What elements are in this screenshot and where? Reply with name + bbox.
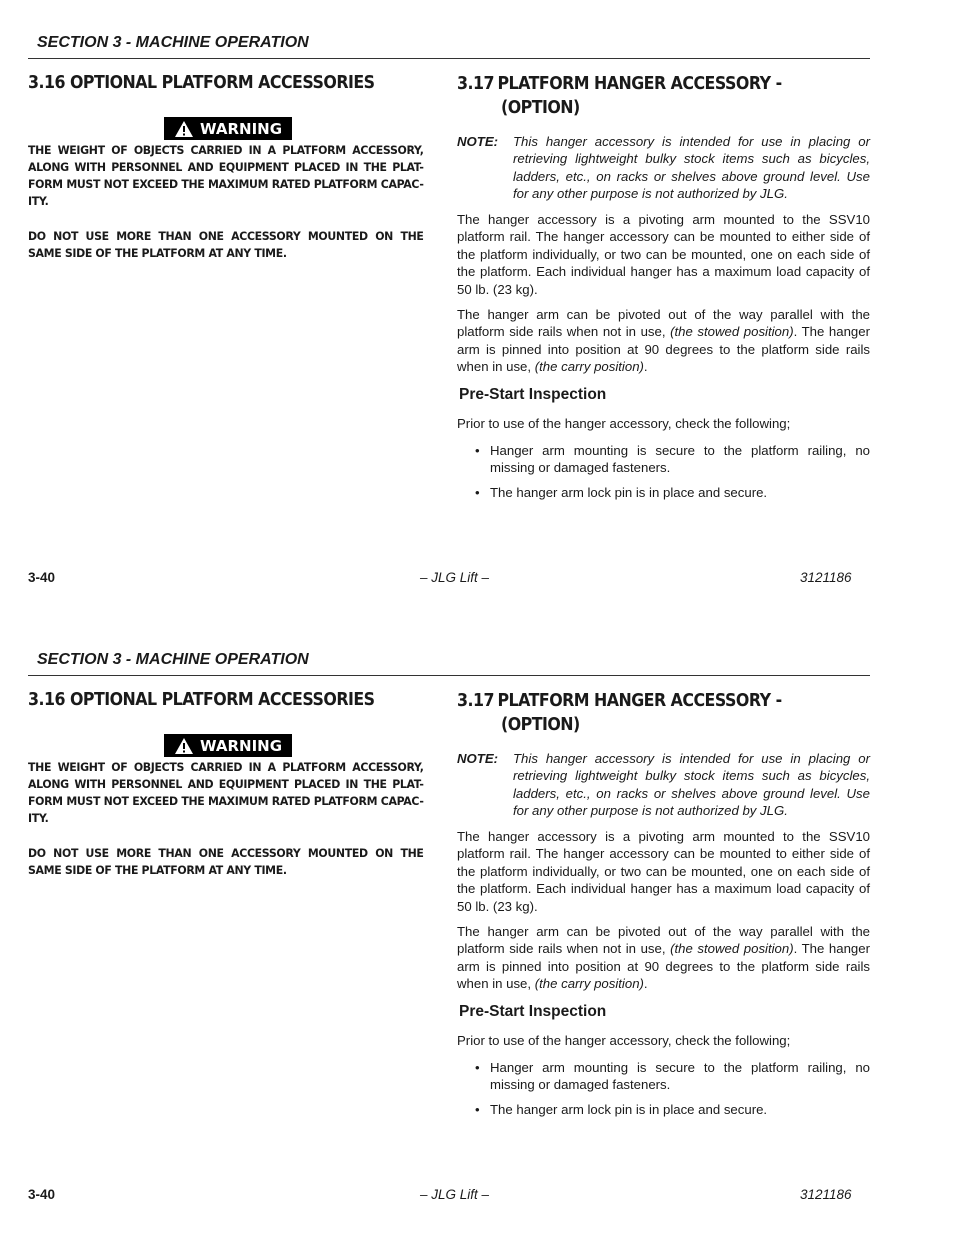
note-label: NOTE: <box>457 134 499 149</box>
subheading-pre-start-inspection: Pre-Start Inspection <box>459 1003 607 1020</box>
subheading-pre-start-inspection: Pre-Start Inspection <box>459 386 607 403</box>
note-text: This hanger accessory is intended for use in placing or retrieving lightweight bulky stock items such as bicycles, ladders, etc., on racks or shelves above ground level. Use for any other purpose is not authorized by JLG. <box>513 134 870 202</box>
warning-badge <box>164 117 292 140</box>
heading-line-1: PLATFORM HANGER ACCESSORY - <box>497 73 782 94</box>
warning-text-weight: THE WEIGHT OF OBJECTS CARRIED IN A PLATFORM ACCESSORY, ALONG WITH PERSONNEL AND EQUIPMENT PLACED IN THE PLAT-FORM MUST NOT EXCEED THE MAXIMUM RATED PLATFORM CAPAC-ITY. <box>28 760 424 825</box>
warning-label: WARNING <box>199 119 283 138</box>
bullet-item: • Hanger arm mounting is secure to the platform railing, no missing or damaged fasteners. <box>475 1060 870 1093</box>
bullet-dot: • <box>475 1102 480 1117</box>
manual-page-1 <box>0 0 954 617</box>
header-rule <box>28 675 870 676</box>
note-block <box>457 133 870 203</box>
heading-line-2: (OPTION) <box>501 97 580 118</box>
heading-number: 3.17 <box>457 690 494 711</box>
section-heading-3-17 <box>457 689 782 737</box>
paragraph-check-following: Prior to use of the hanger accessory, check the following; <box>457 416 791 431</box>
bullet-dot: • <box>475 443 480 458</box>
bullet-item: • The hanger arm lock pin is in place and secure. <box>475 1102 768 1117</box>
heading-line-2: (OPTION) <box>501 714 580 735</box>
warning-triangle-icon <box>174 737 194 755</box>
bullet-item: • The hanger arm lock pin is in place and secure. <box>475 485 768 500</box>
bullet-dot: • <box>475 485 480 500</box>
document-number: 3121186 <box>800 1187 852 1202</box>
paragraph-hanger-description: The hanger accessory is a pivoting arm mounted to the SSV10 platform rail. The hanger accessory can be mounted to either side of the platform individually, or two can be mounted, one on each side of the platform. Each individual hanger has a maximum load capacity of 50 lb. (23 kg). <box>457 829 870 914</box>
section-header: SECTION 3 - MACHINE OPERATION <box>37 34 309 51</box>
bullet-dot: • <box>475 1060 480 1075</box>
paragraph-hanger-positions: The hanger arm can be pivoted out of the way parallel with the platform side rails when not in use, (the stowed position). The hanger arm is pinned into position at 90 degrees to the platform side rails when in use, (the carry position). <box>457 924 870 992</box>
section-header: SECTION 3 - MACHINE OPERATION <box>37 651 309 668</box>
manual-page-2 <box>0 617 954 1234</box>
warning-label: WARNING <box>199 736 283 755</box>
footer-brand: – JLG Lift – <box>420 570 490 585</box>
warning-triangle-icon <box>174 120 194 138</box>
warning-badge <box>164 734 292 757</box>
warning-text-one-accessory: DO NOT USE MORE THAN ONE ACCESSORY MOUNTED ON THE SAME SIDE OF THE PLATFORM AT ANY TIME. <box>28 229 424 260</box>
section-heading-3-16: 3.16 OPTIONAL PLATFORM ACCESSORIES <box>28 72 375 93</box>
section-heading-3-17 <box>457 72 782 120</box>
page-number: 3-40 <box>28 570 56 585</box>
header-rule <box>28 58 870 59</box>
note-label: NOTE: <box>457 751 499 766</box>
paragraph-hanger-description: The hanger accessory is a pivoting arm mounted to the SSV10 platform rail. The hanger accessory can be mounted to either side of the platform individually, or two can be mounted, one on each side of the platform. Each individual hanger has a maximum load capacity of 50 lb. (23 kg). <box>457 212 870 297</box>
heading-line-1: PLATFORM HANGER ACCESSORY - <box>497 690 782 711</box>
note-text: This hanger accessory is intended for use in placing or retrieving lightweight bulky stock items such as bicycles, ladders, etc., on racks or shelves above ground level. Use for any other purpose is not authorized by JLG. <box>513 751 870 819</box>
footer-brand: – JLG Lift – <box>420 1187 490 1202</box>
warning-text-one-accessory: DO NOT USE MORE THAN ONE ACCESSORY MOUNTED ON THE SAME SIDE OF THE PLATFORM AT ANY TIME. <box>28 846 424 877</box>
bullet-item: • Hanger arm mounting is secure to the platform railing, no missing or damaged fasteners. <box>475 443 870 476</box>
document-number: 3121186 <box>800 570 852 585</box>
note-block <box>457 750 870 820</box>
paragraph-check-following: Prior to use of the hanger accessory, check the following; <box>457 1033 791 1048</box>
heading-number: 3.17 <box>457 73 494 94</box>
page-number: 3-40 <box>28 1187 56 1202</box>
warning-text-weight: THE WEIGHT OF OBJECTS CARRIED IN A PLATFORM ACCESSORY, ALONG WITH PERSONNEL AND EQUIPMENT PLACED IN THE PLAT-FORM MUST NOT EXCEED THE MAXIMUM RATED PLATFORM CAPAC-ITY. <box>28 143 424 208</box>
section-heading-3-16: 3.16 OPTIONAL PLATFORM ACCESSORIES <box>28 689 375 710</box>
paragraph-hanger-positions: The hanger arm can be pivoted out of the way parallel with the platform side rails when not in use, (the stowed position). The hanger arm is pinned into position at 90 degrees to the platform side rails when in use, (the carry position). <box>457 307 870 375</box>
